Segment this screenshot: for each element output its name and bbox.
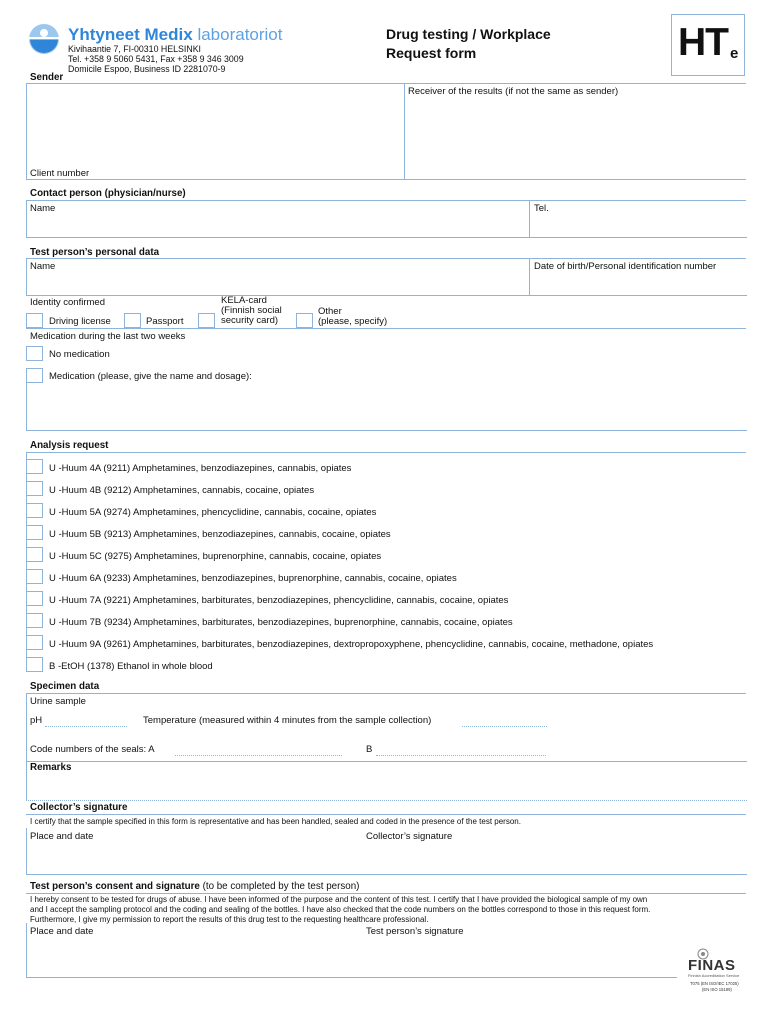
- personal-title: Test person’s personal data: [30, 247, 160, 258]
- receiver-field[interactable]: [404, 83, 747, 179]
- analysis-label: U -Huum 5A (9274) Amphetamines, phencyclidine, cannabis, cocaine, opiates: [49, 507, 377, 518]
- analysis-item[interactable]: [26, 525, 746, 545]
- analysis-label: U -Huum 6A (9233) Amphetamines, benzodiazepines, buprenorphine, cannabis, cocaine, opiates: [49, 573, 457, 584]
- form-title-1: Drug testing / Workplace: [386, 26, 551, 42]
- person-name-field[interactable]: [26, 258, 530, 296]
- analysis-item[interactable]: [26, 481, 746, 501]
- temperature-field[interactable]: [462, 725, 547, 727]
- ph-field[interactable]: [45, 725, 127, 727]
- no-medication-label: No medication: [49, 349, 110, 360]
- analysis-checkbox[interactable]: [26, 657, 43, 672]
- collector-certification-text: I certify that the sample specified in this form is representative and has been handled, sealed and coded in the presence of the test person.: [30, 817, 521, 826]
- analysis-label: U -Huum 7A (9221) Amphetamines, barbiturates, benzodiazepines, phencyclidine, cannabis, cocaine, opiates: [49, 595, 509, 606]
- analysis-item[interactable]: [26, 459, 746, 479]
- finas-logo: [688, 948, 748, 998]
- analysis-item[interactable]: [26, 547, 746, 567]
- driving-license-checkbox[interactable]: [26, 313, 43, 328]
- seal-b-field[interactable]: [376, 754, 546, 756]
- consent-title: Test person’s consent and signature (to be completed by the test person): [30, 881, 360, 892]
- person-dob-label: Date of birth/Personal identification number: [534, 261, 717, 272]
- client-number-label: Client number: [30, 168, 90, 179]
- sender-title: Sender: [30, 72, 64, 83]
- form-title-2: Request form: [386, 45, 477, 61]
- urine-sample-label: Urine sample: [30, 696, 86, 707]
- receiver-label: Receiver of the results (if not the same as sender): [408, 86, 619, 97]
- analysis-label: U -Huum 5C (9275) Amphetamines, buprenorphine, cannabis, cocaine, opiates: [49, 551, 382, 562]
- analysis-label: U -Huum 5B (9213) Amphetamines, benzodiazepines, cannabis, cocaine, opiates: [49, 529, 391, 540]
- collector-title: Collector’s signature: [30, 802, 128, 813]
- analysis-title: Analysis request: [30, 440, 109, 451]
- analysis-checkbox[interactable]: [26, 459, 43, 474]
- analysis-checkbox[interactable]: [26, 503, 43, 518]
- analysis-label: U -Huum 7B (9234) Amphetamines, barbiturates, benzodiazepines, buprenorphine, cannabis, cocaine, opiates: [49, 617, 513, 628]
- analysis-item[interactable]: [26, 657, 746, 677]
- analysis-checkbox[interactable]: [26, 569, 43, 584]
- contact-tel-label: Tel.: [534, 203, 549, 214]
- contact-name-field[interactable]: [26, 200, 530, 238]
- analysis-item[interactable]: [26, 591, 746, 611]
- contact-title: Contact person (physician/nurse): [30, 188, 186, 199]
- sender-field[interactable]: [26, 83, 405, 179]
- collector-signature-field[interactable]: [26, 828, 747, 875]
- contact-name-label: Name: [30, 203, 56, 214]
- form-code-main: HT: [678, 21, 728, 64]
- seals-label: Code numbers of the seals: A: [30, 744, 155, 755]
- company-address-3: Domicile Espoo, Business ID 2281070-9: [68, 64, 226, 74]
- person-name-label: Name: [30, 261, 56, 272]
- company-address-1: Kivihaantie 7, FI-00310 HELSINKI: [68, 44, 202, 54]
- finas-code-2: (EN ISO 15189): [702, 987, 732, 992]
- medication-field[interactable]: [26, 383, 747, 431]
- analysis-checkbox[interactable]: [26, 635, 43, 650]
- ph-label: pH: [30, 715, 43, 726]
- consent-signature-field[interactable]: [26, 923, 677, 978]
- medication-checkbox[interactable]: [26, 368, 43, 383]
- analysis-checkbox[interactable]: [26, 481, 43, 496]
- consent-text: I hereby consent to be tested for drugs of abuse. I have been informed of the purpose and the content of this test. I certify that I have provided the biological sample of my own and I accept the sampling protocol and the coding and sealing of the bottles. I have also checked that the code numbers on the bottles correspond to those in this request form. Furthermore, I give my permission to report the results of this drug test to the requesting healthcare professional.: [30, 895, 651, 924]
- collector-place-date-label: Place and date: [30, 831, 94, 842]
- consent-place-date-label: Place and date: [30, 926, 94, 937]
- company-address-2: Tel. +358 9 5060 5431, Fax +358 9 346 3009: [68, 54, 244, 64]
- company-name: Yhtyneet Medix laboratoriot: [68, 25, 283, 44]
- finas-code-1: T075 (EN ISO/IEC 17025): [690, 981, 739, 986]
- analysis-label: U -Huum 4A (9211) Amphetamines, benzodiazepines, cannabis, opiates: [49, 463, 352, 474]
- analysis-checkbox[interactable]: [26, 547, 43, 562]
- logo-icon: [26, 22, 62, 56]
- passport-label: Passport: [146, 316, 184, 327]
- company-logo: [26, 22, 62, 56]
- remarks-title: Remarks: [30, 762, 72, 773]
- finas-subtitle: Finnish Accreditation Service: [688, 973, 740, 978]
- seal-a-field[interactable]: [175, 754, 342, 756]
- kela-card-checkbox[interactable]: [198, 313, 215, 328]
- medication-title: Medication during the last two weeks: [30, 331, 186, 342]
- analysis-item[interactable]: [26, 503, 746, 523]
- analysis-label: B -EtOH (1378) Ethanol in whole blood: [49, 661, 213, 672]
- analysis-checkbox[interactable]: [26, 591, 43, 606]
- identity-label: Identity confirmed: [30, 297, 105, 308]
- other-id-label: Other (please, specify): [318, 306, 388, 327]
- passport-checkbox[interactable]: [124, 313, 141, 328]
- form-code-sub: e: [730, 45, 739, 62]
- no-medication-checkbox[interactable]: [26, 346, 43, 361]
- collector-signature-label: Collector’s signature: [366, 831, 453, 842]
- form-code-box: [671, 14, 745, 76]
- analysis-checkbox[interactable]: [26, 613, 43, 628]
- analysis-label: U -Huum 4B (9212) Amphetamines, cannabis, cocaine, opiates: [49, 485, 315, 496]
- analysis-checkbox[interactable]: [26, 525, 43, 540]
- analysis-item[interactable]: [26, 569, 746, 589]
- seal-b-label: B: [366, 744, 373, 755]
- driving-license-label: Driving license: [49, 316, 111, 327]
- finas-name: FINAS: [688, 957, 736, 974]
- consent-signature-label: Test person’s signature: [366, 926, 464, 937]
- medication-label: Medication (please, give the name and dosage):: [49, 371, 252, 382]
- remarks-field[interactable]: [26, 761, 747, 801]
- analysis-item[interactable]: [26, 635, 746, 655]
- analysis-label: U -Huum 9A (9261) Amphetamines, barbiturates, benzodiazepines, dextropropoxyphene, phencyclidine, cannabis, cocaine, methadone, opiates: [49, 639, 654, 650]
- specimen-title: Specimen data: [30, 681, 100, 692]
- kela-card-label: KELA-card (Finnish social security card): [221, 295, 282, 326]
- other-id-checkbox[interactable]: [296, 313, 313, 328]
- contact-tel-field[interactable]: [529, 200, 747, 238]
- analysis-item[interactable]: [26, 613, 746, 633]
- temperature-label: Temperature (measured within 4 minutes from the sample collection): [143, 715, 432, 726]
